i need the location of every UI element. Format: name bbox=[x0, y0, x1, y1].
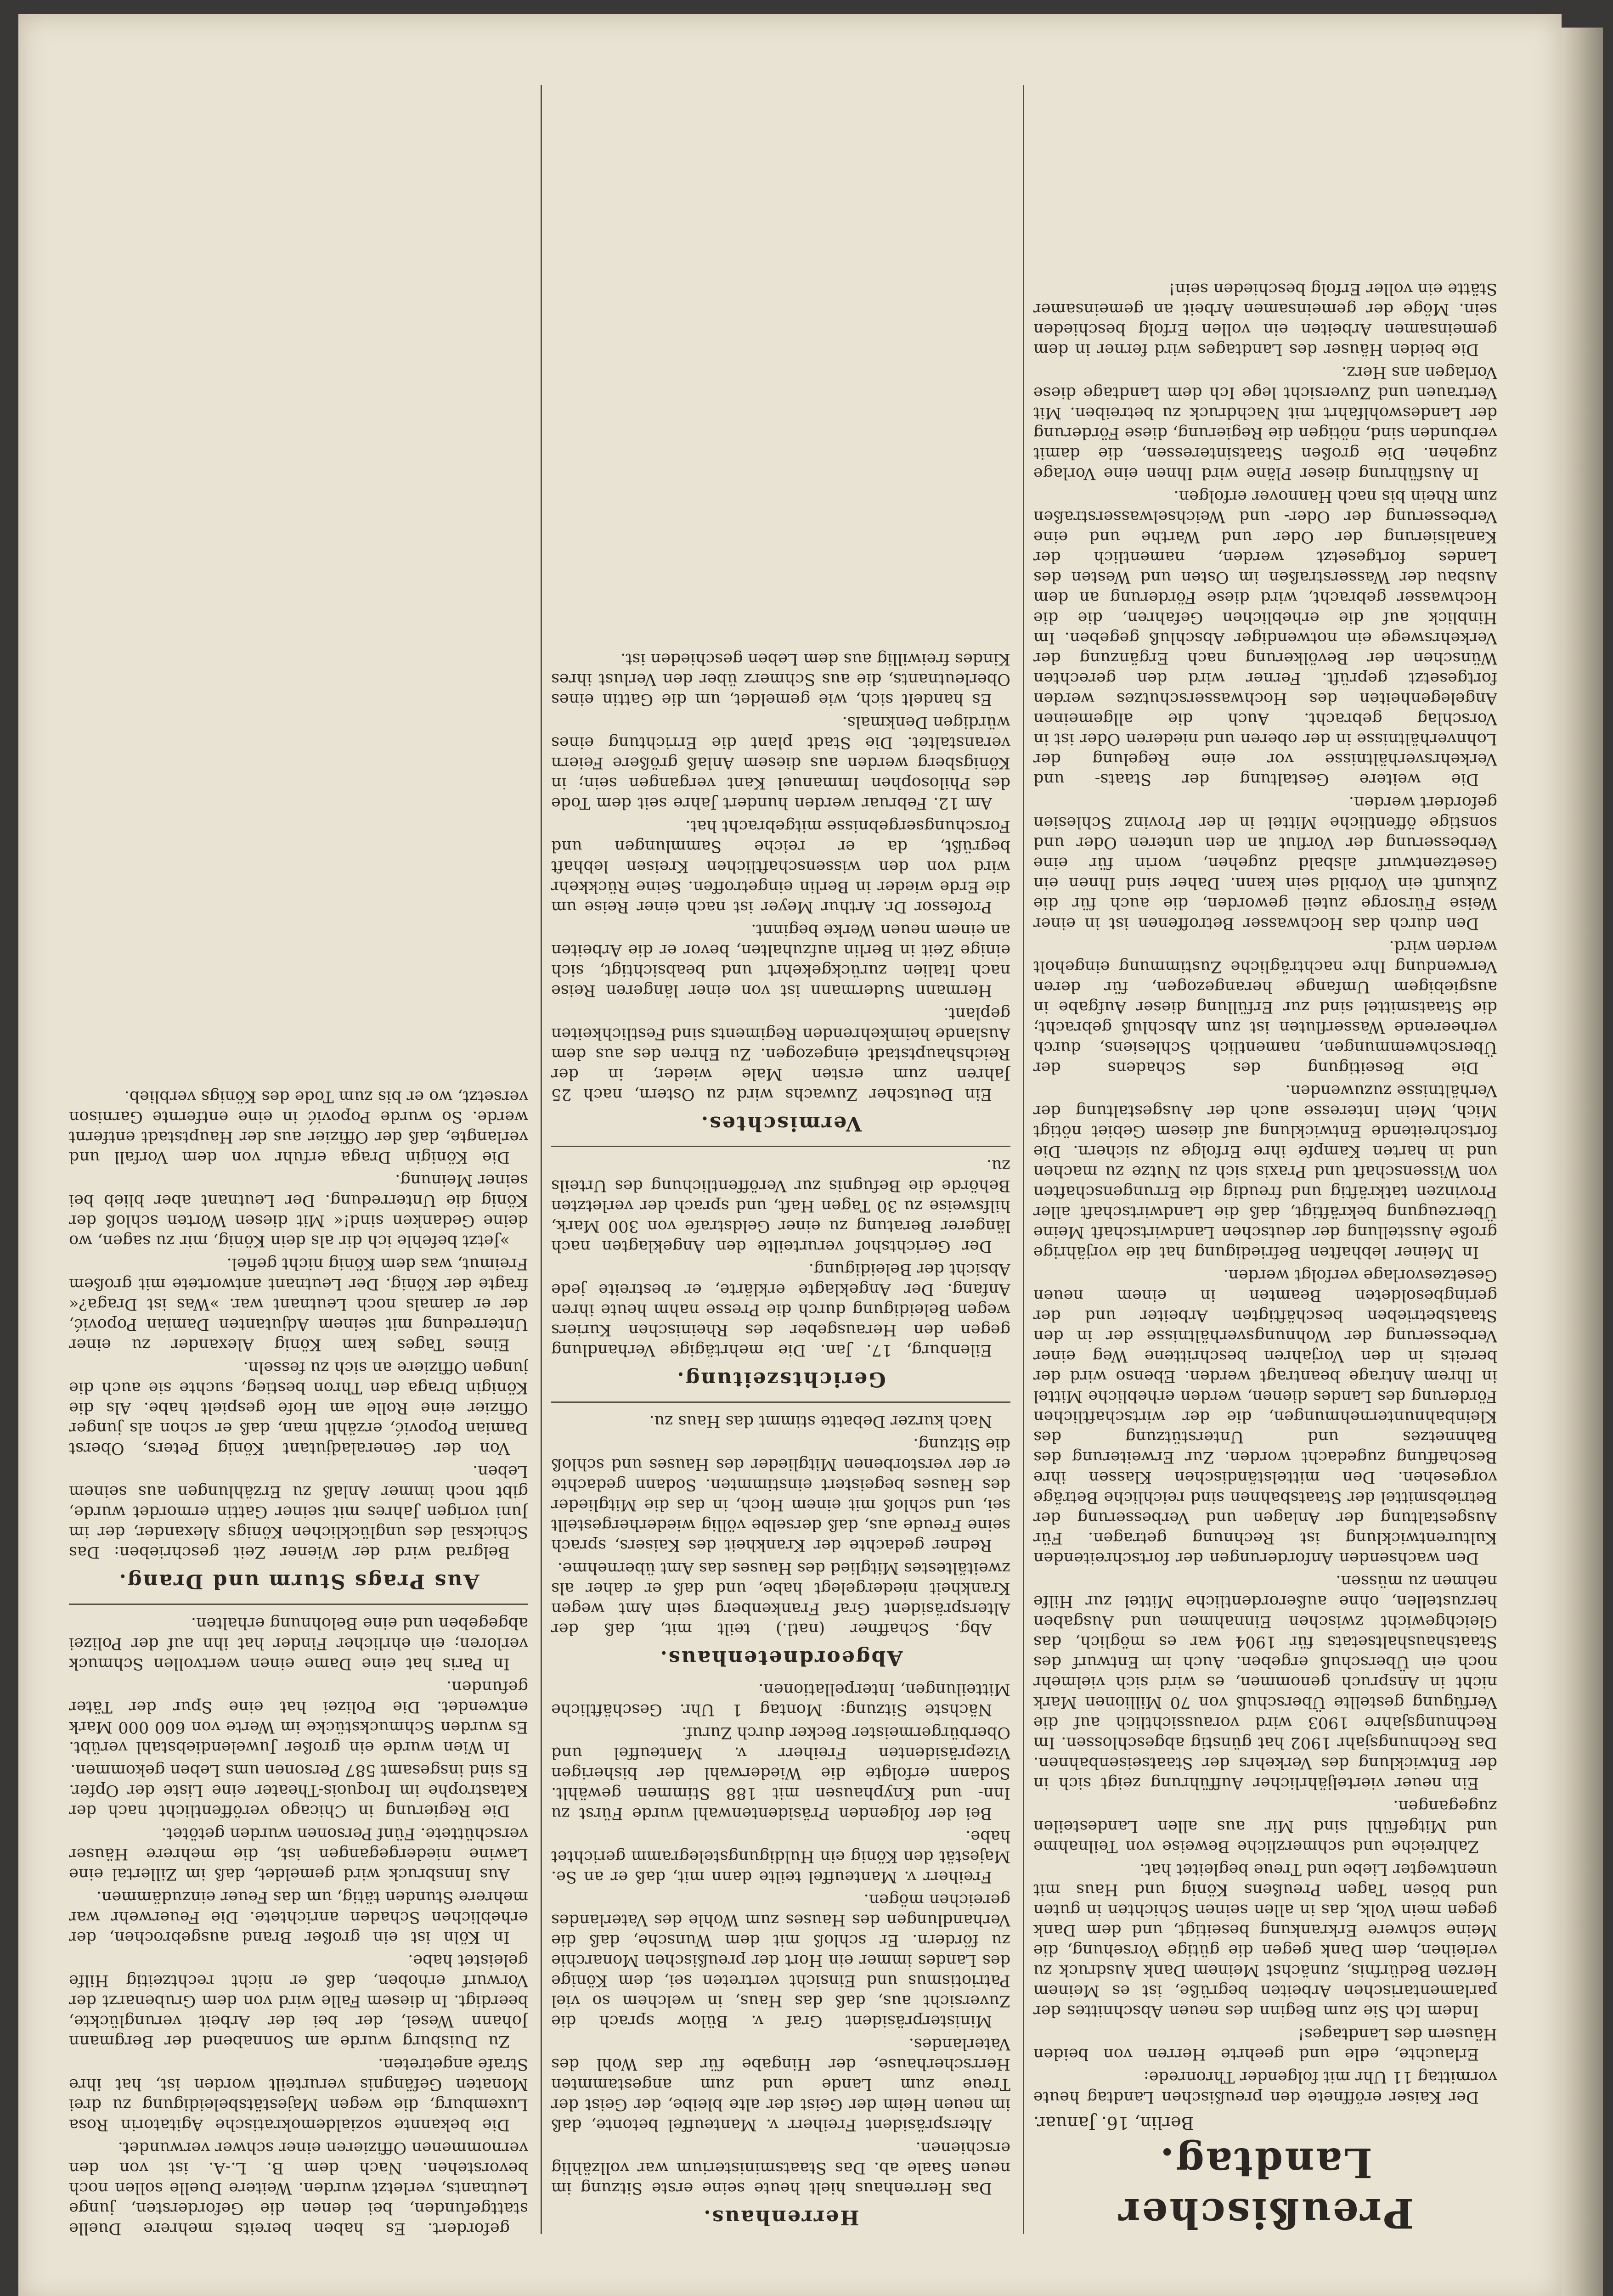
paragraph: Ministerpräsident Graf v. Bülow sprach die Zuversicht aus, daß das Haus, in welchem so viel Patriotismus und Einsicht vertreten sei, dem Könige des Landes immer ein Hort der preußischen Monarchie zu fördern. Er schloß mit dem Wunsche, daß die Verhandlungen des Hauses zum Wohle des Vaterlandes gereichen mögen. bbox=[551, 1891, 1010, 2030]
paragraph: Zu Duisburg wurde am Sonnabend der Bergmann Johann Wesel, der bei der Arbeit verunglückte, beerdigt. In diesem Falle wird von dem Grubenarzt der Vorwurf erhoben, daß er nicht rechtzeitig Hilfe geleistet habe. bbox=[69, 1951, 528, 2050]
paragraph: Freiherr v. Manteuffel teilte dann mit, daß er an Se. Majestät den König ein Huldigungstelegramm gerichtet habe. bbox=[551, 1827, 1010, 1886]
paragraph: Ein Deutscher Zuwachs wird zu Ostern, nach 25 Jahren zum ersten Male wieder, in der Reichshauptstadt eingezogen. Zu Ehren des aus dem Auslande heimkehrenden Regiments sind Festlichkeiten geplant. bbox=[551, 1004, 1010, 1103]
paragraph: Professor Dr. Arthur Meyer ist nach einer Reise um die Erde wieder in Berlin eingetroffen. Seine Rückkehr wird von den wissenschaftlichen Kreisen lebhaft begrüßt, da er reiche Sammlungen und Forschungsergebnisse mitgebracht hat. bbox=[551, 817, 1010, 916]
paragraph: In Meiner lebhaften Befriedigung hat die vorjährige große Ausstellung der deutschen Landwirtschaft Meine Überzeugung bekräftigt, daß die Landwirtschaft aller Provinzen tatkräftig und freudig die Errungenschaften von Wissenschaft und Praxis sich zu Nutze zu machen und in harten Kampfe ihre Erfolge zu sichern. Die fortschreitende Entwicklung auf diesem Gebiet nötigt Mich, Mein Interesse auch der Ausgestaltung der Verhältnisse zuzuwenden. bbox=[1033, 1081, 1497, 1261]
paragraph: In Wien wurde ein großer Juwelendiebstahl verübt. Es wurden Schmuckstücke im Werte von 600 000 Mark entwendet. Die Polizei hat eine Spur der Täter gefunden. bbox=[69, 1677, 528, 1756]
paragraph: Die beiden Häuser des Landtages wird ferner in dem gemeinsamen Arbeiten ein vollen Erfolg beschieden sein. Möge der gemeinsamen Arbeit an gemeinsamer Stätte ein voller Erfolg beschieden sein! bbox=[1033, 280, 1497, 359]
paragraph: Nach kurzer Debatte stimmt das Haus zu. bbox=[649, 1412, 992, 1430]
paragraph: Der Gerichtshof verurteilte den Angeklagten nach längerer Beratung zu einer Geldstrafe von 300 Mark, hilfsweise zu 30 Tagen Haft, und sprach der verletzten Behörde die Befugnis zur Veröffentlichung des Urteils zu. bbox=[551, 1156, 1010, 1255]
page-title: Preußischer Landtag. bbox=[1117, 2139, 1414, 2237]
column-divider bbox=[1023, 85, 1024, 2234]
page-edge bbox=[1562, 28, 1603, 2296]
section-title-herrenhaus: Herrenhaus. bbox=[702, 2206, 859, 2229]
paragraph: In Paris hat eine Dame einen wertvollen Schmuck verloren; ein ehrlicher Finder hat ihn auf der Polizei abgegeben und eine Belohnung erhalten. bbox=[69, 1614, 528, 1673]
paragraph: Hermann Sudermann ist von einer längeren Reise nach Italien zurückgekehrt und beabsichtigt, sich einige Zeit in Berlin aufzuhalten, bevor er die Arbeiten an einem neuen Werke beginnt. bbox=[551, 921, 1010, 1000]
column-miscellaneous bbox=[69, 71, 528, 2239]
paragraph: gefordert. Es haben bereits mehrere Duelle stattgefunden, bei denen die Gefordersten, junge Leutnants, verletzt wurden. Weitere Duelle sollen noch bevorstehen. Nach dem B. L.-A. ist von den vernommenen Offizieren einer schwer verwundet. bbox=[69, 2138, 528, 2238]
upside-down-page bbox=[18, 14, 1562, 2296]
paragraph: Eines Tages kam König Alexander zu einer Unterredung mit seinem Adjutanten Damian Popović, der er damals noch Leutnant war. »Was ist Draga?« fragte der König. Der Leutnant antwortete mit großem Freimut, was dem König nicht gefiel. bbox=[69, 1255, 528, 1354]
paragraph: Indem Ich Sie zum Beginn des neuen Abschnittes der parlamentarischen Arbeiten begrüße, ist es Meinem Herzen Bedürfnis, zunächst Meinem Dank Ausdruck zu verleihen, dem Dank gegen die gütige Vorsehung, die Meine schwere Erkrankung beseitigt, und dem Dank gegen mein Volk, das in allen seinen Schichten in guten und bösen Tagen Preußens König und Haus mit unentwegter Liebe und Treue begleitet hat. bbox=[1033, 1860, 1497, 2020]
paragraph: Aus Innsbruck wird gemeldet, daß im Zillertal eine Lawine niedergegangen ist, die mehrere Häuser verschüttete. Fünf Personen wurden getötet. bbox=[69, 1824, 528, 1883]
paragraph: In Ausführung dieser Pläne wird Ihnen eine Vorlage zugehen. Die großen Staatsinteressen, die damit verbunden sind, nötigen die Regierung, diese Förderung der Landeswohlfahrt mit Nachdruck zu betreiben. Mit Vertrauen und Zuversicht lege Ich dem Landtage diese Vorlagen ans Herz. bbox=[1033, 363, 1497, 483]
paragraph: Ein neuer vierteljährlicher Aufführung zeigt sich in der Entwicklung des Verkehrs der Staatseisenbahnen. Das Rechnungsjahr 1902 hat günstig abgeschlossen. Im Rechnungsjahre 1903 wird voraussichtlich auf die Verfügung gestellte Überschuß von 70 Millionen Mark nicht in Anspruch genommen, es wird sich vielmehr noch ein Überschuß ergeben. Auch im Entwurf des Staatshaushaltsetats für 1904 war es möglich, das Gleichgewicht zwischen Einnahmen und Ausgaben herzustellen, ohne außerordentliche Mittel zur Hilfe nehmen zu müssen. bbox=[1033, 1572, 1497, 1792]
paragraph: Die weitere Gestaltung der Staats- und Verkehrsverhältnisse vor eine Regelung der Lohnverhältnisse in der oberen und niederen Oder ist in Vorschlag gebracht. Auch die allgemeinen Angelegenheiten des Hochwasserschutzes werden fortgesetzt geprüft. Ferner wird den gerechten Wünschen der Bevölkerung nach Ergänzung der Verkehrswege ein notwendiger Abschluß gegeben. Im Hinblick auf die erheblichen Gefahren, die die Hochwasser gebracht, wird diese Förderung an dem Ausbau der Wasserstraßen im Osten und Westen des Landes fortgesetzt werden, namentlich der Kanalisierung der Oder und Warthe und eine Verbesserung der Oder- und Weichselwasserstraßen zum Rhein bis nach Hannover erfolgen. bbox=[1033, 487, 1497, 788]
section-divider bbox=[551, 1146, 1010, 1147]
paragraph: Die Regierung in Chicago veröffentlicht nach der Katastrophe im Iroquois-Theater eine Liste der Opfer. Es sind insgesamt 587 Personen ums Leben gekommen. bbox=[69, 1761, 528, 1820]
paragraph: Der Kaiser eröffnete den preußischen Landtag heute vormittag 11 Uhr mit folgender Thronrede: bbox=[1033, 2068, 1497, 2106]
paragraph: Von der Generaladjutant König Peters, Oberst Damian Popović, erzählt man, daß er schon als junger Offizier eine Rolle am Hofe gespielt habe. Als die Königin Draga den Thron bestieg, suchte sie auch die jungen Offiziere an sich zu fesseln. bbox=[69, 1358, 528, 1458]
paragraph: Es handelt sich, wie gemeldet, um die Gattin eines Oberleutnants, die aus Schmerz über den Verlust ihres Kindes freiwillig aus dem Leben geschieden ist. bbox=[551, 650, 1010, 709]
paragraph: Die bekannte sozialdemokratische Agitatorin Rosa Luxemburg, die wegen Majestätsbeleidigung zu drei Monaten Gefängnis verurteilt worden ist, hat ihre Strafe angetreten. bbox=[69, 2055, 528, 2134]
column-divider bbox=[541, 85, 542, 2234]
paragraph: Den wachsenden Anforderungen der fortschreitenden Kulturentwicklung ist Rechnung getragen. Für Ausgestaltung der Anlagen und Verbesserung der Betriebsmittel der Staatsbahnen sind reichliche Beträge vorgesehen. Den mittelständischen Klassen ihre Beschaffung zugedacht worden. Zur Erweiterung des Bahnnetzes und Unterstützung des Kleinbahnunternehmungen, die der wirtschaftlichen Förderung des Landes dienen, werden erhebliche Mittel in Ihrem Antrage beantragt werden. Ebenso wird der bereits in den Vorjahren beschrittene Weg einer Verbesserung der Wohnungsverhältnisse der in den Staatsbetrieben beschäftigten Arbeiter und der geringbesoldeten Beamten in einem neuen Gesetzesvorlage verfolgt werden. bbox=[1033, 1266, 1497, 1567]
paragraph: Eilenburg, 17. Jan. Die mehrtägige Verhandlung gegen den Herausgeber des Rheinischen Kuriers wegen Beleidigung durch die Presse nahm heute ihren Anfang. Der Angeklagte erklärte, er bestreite jede Absicht der Beleidigung. bbox=[551, 1260, 1010, 1359]
section-divider bbox=[551, 1401, 1010, 1403]
column-parliament-news bbox=[551, 71, 1010, 2239]
paragraph: Bei der folgenden Präsidentenwahl wurde Fürst zu Inn- und Knyphausen mit 188 Stimmen gewählt. Sodann erfolgte die Wiederwahl der bisherigen Vizepräsidenten Freiherr v. Manteuffel und Oberbürgermeister Becker durch Zuruf. bbox=[551, 1723, 1010, 1823]
paragraph: »Jetzt befehle ich dir als dein König, mir zu sagen, wo deine Gedanken sind!« Mit diesen Worten schloß der König die Unterredung. Der Leutnant aber blieb bei seiner Meinung. bbox=[69, 1171, 528, 1250]
paragraph: Die Beseitigung des Schadens der Überschwemmungen, namentlich Schlesiens, durch verheerende Wasserfluten ist zum Abschluß gebracht; die Staatsmittel sind zur Erfüllung dieser Aufgabe in ausgiebigem Umfange herangezogen, für deren Verwendung Ihre nachträgliche Zustimmung eingeholt werden wird. bbox=[1033, 937, 1497, 1077]
paragraph: Erlauchte, edle und geehrte Herren von beiden Häusern des Landtages! bbox=[1033, 2025, 1497, 2063]
paragraph: In Köln ist ein großer Brand ausgebrochen, der erheblichen Schaden anrichtete. Die Feuerwehr war mehrere Stunden tätig, um das Feuer einzudämmen. bbox=[69, 1888, 528, 1947]
paragraph: Alterspräsident Freiherr v. Manteuffel betonte, daß im neuen Heim der Geist der alte bleibe, der Geist der Treue zum Lande und zum angestammten Herrscherhause, der Hingabe für das Wohl des Vaterlandes. bbox=[551, 2035, 1010, 2134]
paragraph: Den durch das Hochwasser Betroffenen ist in einer Weise Fürsorge zuteil geworden, die auch für die Zukunft ein Vorbild sein kann. Daher sind Ihnen ein Gesetzentwurf alsbald zugehen, worin für eine Verbesserung der Vorflut an den unteren Oder und sonstige öffentliche Mittel in der Provinz Schlesien gefordert werden. bbox=[1033, 793, 1497, 933]
paragraph: Die Königin Draga erfuhr von dem Vorfall und verlangte, daß der Offizier aus der Hauptstadt entfernt werde. So wurde Popović in eine entfernte Garnison versetzt, wo er bis zum Tode des Königs verblieb. bbox=[69, 1087, 528, 1166]
paragraph: Abg. Schaffner (natl.) teilt mit, daß der Alterspräsident Graf Frankenberg sein Amt wegen Krankheit niedergelegt habe, und daß er daher als zweitältestes Mitglied des Hauses das Amt übernehme. bbox=[551, 1559, 1010, 1638]
paragraph: Am 12. Februar werden hundert Jahre seit dem Tode des Philosophen Immanuel Kant vergangen sein; in Königsberg werden aus diesem Anlaß größere Feiern veranstaltet. Die Stadt plant die Errichtung eines würdigen Denkmals. bbox=[551, 713, 1010, 812]
dateline: Berlin, 16. Januar. bbox=[1033, 2113, 1194, 2133]
paragraph: Redner gedachte der Krankheit des Kaisers, sprach seine Freude aus, daß derselbe völlig wiederhergestellt sei, und schloß mit einem Hoch, in das die Mitglieder des Hauses begeistert einstimmten. Sodann gedachte er der verstorbenen Mitglieder des Hauses und schloß die Sitzung. bbox=[551, 1435, 1010, 1554]
section-title-gerichtszeitung: Gerichtszeitung. bbox=[676, 1367, 886, 1391]
section-title-prag: Aus Prags Sturm und Drang. bbox=[118, 1570, 479, 1593]
column-landtag bbox=[1033, 71, 1497, 2239]
section-divider bbox=[69, 1604, 528, 1605]
paragraph: Belgrad wird der Wiener Zeit geschrieben: Das Schicksal des unglücklichen Königs Alexander, der im Juni vorigen Jahres mit seiner Gattin ermordet wurde, gibt noch immer Anlaß zu Erzählungen aus seinem Leben. bbox=[69, 1462, 528, 1561]
section-title-abgeordnetenhaus: Abgeordnetenhaus. bbox=[659, 1646, 903, 1670]
paragraph: Das Herrenhaus hielt heute seine erste Sitzung im neuen Saale ab. Das Staatsministerium war vollzählig erschienen. bbox=[551, 2138, 1010, 2197]
paragraph: Nächste Sitzung: Montag 1 Uhr. Geschäftliche Mitteilungen, Interpellationen. bbox=[551, 1680, 1010, 1719]
scanned-newspaper-page bbox=[18, 14, 1562, 2296]
paragraph: Zahlreiche und schmerzliche Beweise von Teilnahme und Mitgefühl sind Mir aus allen Landesteilen zugegangen. bbox=[1033, 1797, 1497, 1856]
section-title-vermischtes: Vermischtes. bbox=[699, 1112, 862, 1135]
